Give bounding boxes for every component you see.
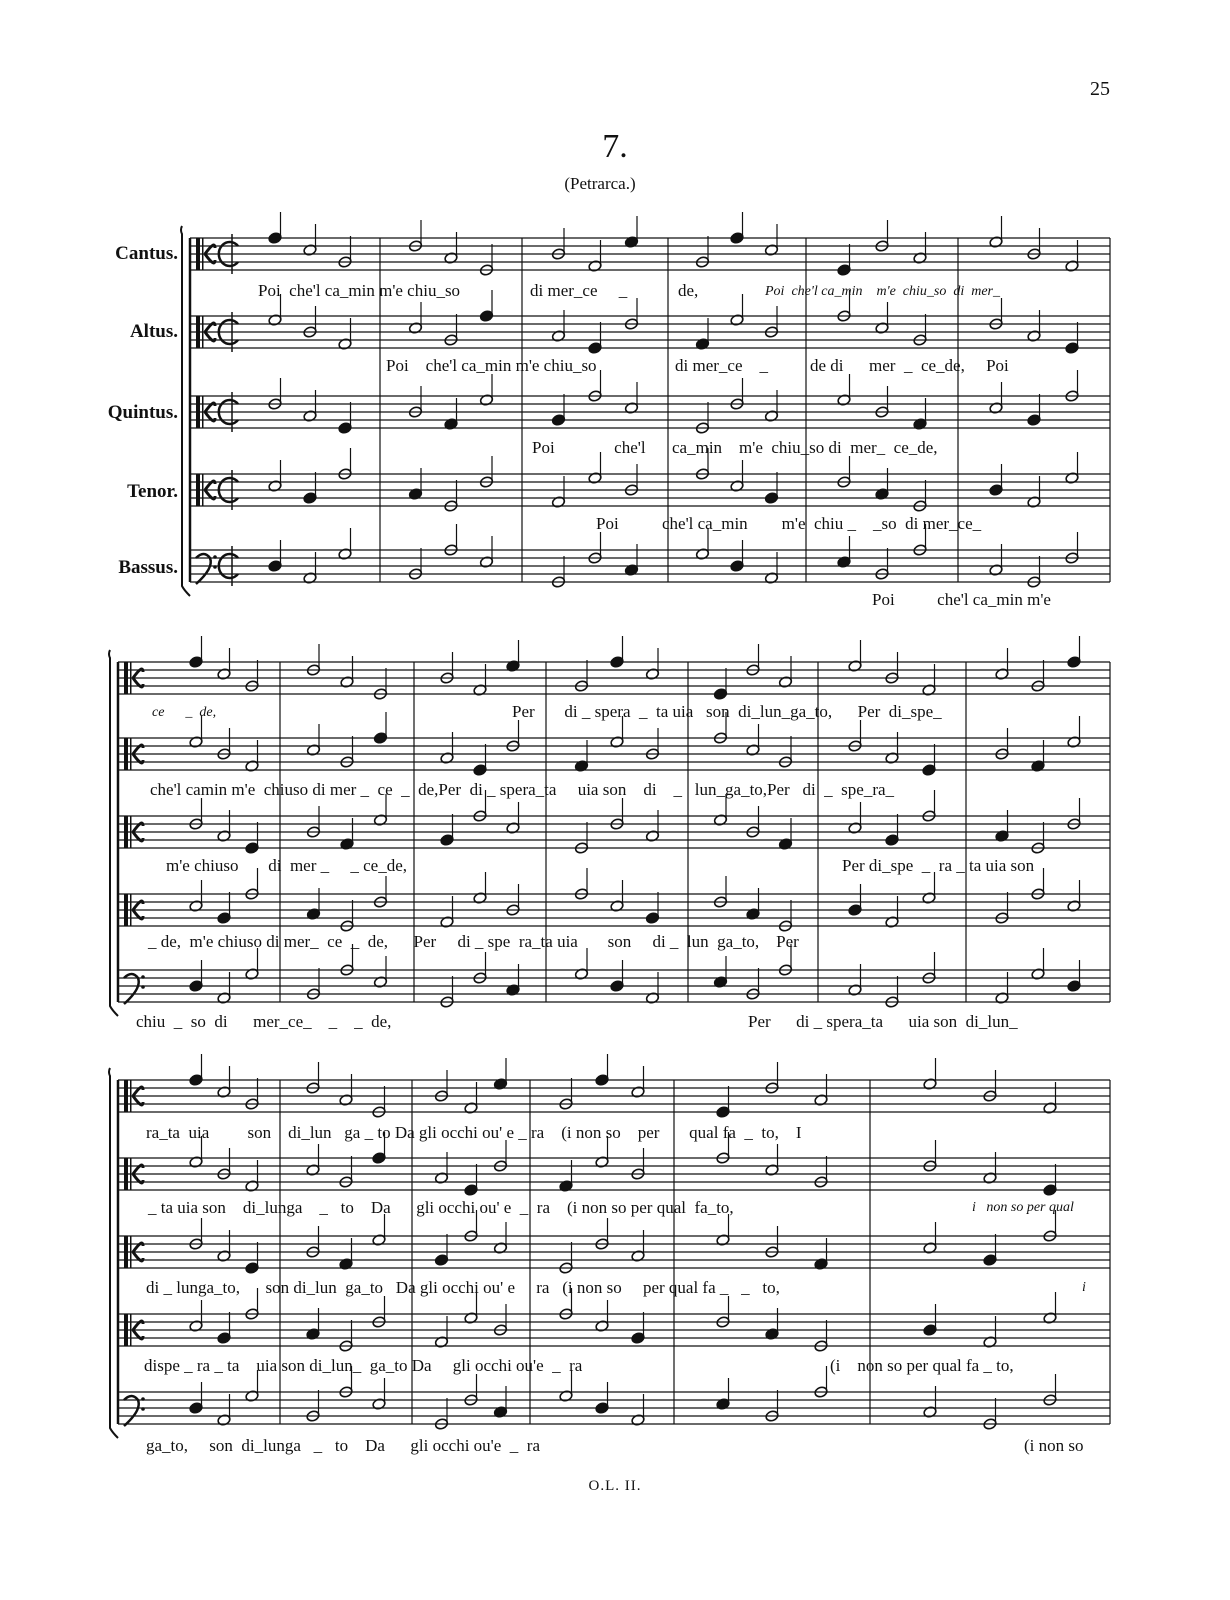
lyric-s1-cantus-a: Poi che'l ca_min m'e chiu_so (258, 281, 461, 300)
c-clef-icon-line (130, 1236, 132, 1268)
c-clef-icon (124, 662, 128, 694)
c-clef-icon-line (130, 738, 132, 770)
lyric-s3-tenor-b: (i non so per qual fa _ to, (830, 1356, 1014, 1375)
lyric-s3-tenor-a: dispe _ ra _ ta uia son di_lun_ ga_to Da gli occhi ou'e _ ra (144, 1356, 583, 1375)
voice-label-tenor: Tenor. (127, 481, 178, 502)
lyric-s1-cantus-b: di mer_ce _ (530, 281, 628, 300)
piece-number: 7. (602, 128, 628, 165)
voice-label-bassus: Bassus. (118, 557, 178, 578)
lyric-s1-altus-c: de di mer _ ce_de, Poi (810, 356, 1009, 375)
lyric-s1-bassus-a: Poi che'l ca_min m'e (872, 590, 1051, 609)
lyric-s2-bassus-a: chiu _ so di mer_ce_ _ _ de, (136, 1012, 392, 1031)
lyric-s2-tenor-a: _ de, m'e chiuso di mer_ ce _ de, Per di _ spe ra_ta uia son di _ lun ga_to, Per (148, 932, 799, 951)
lyric-s2-bassus-b: Per di _ spera_ta uia son di_lun_ (748, 1012, 1018, 1031)
c-clef-icon-line (130, 816, 132, 848)
c-clef-icon (196, 316, 200, 348)
lyric-s3-altus-a: _ ta uia son di_lunga _ to Da gli occhi ou' e _ ra (i non so per qual fa_to, (148, 1198, 734, 1217)
f-clef-dot (141, 1397, 145, 1401)
f-clef-dot (213, 555, 217, 559)
c-clef-icon-line (130, 662, 132, 694)
lyric-s2-quintus-a: m'e chiuso di mer _ _ ce_de, (166, 856, 408, 875)
c-clef-icon-line (202, 396, 204, 428)
lyric-s3-quintus-b: i (1082, 1280, 1086, 1295)
c-clef-icon-line (202, 316, 204, 348)
lyric-s2-cantus-a: ce _ de, (152, 705, 217, 720)
poet-attribution: (Petrarca.) (564, 174, 636, 193)
f-clef-dot (141, 985, 145, 989)
lyric-s1-altus-a: Poi che'l ca_min m'e chiu_so (386, 356, 597, 375)
c-clef-icon-line (130, 1080, 132, 1112)
lyric-s1-cantus-c: de, (678, 281, 699, 300)
lyric-s1-tenor-b: che'l ca_min m'e chiu _ _so di mer_ce_ (662, 514, 982, 533)
c-clef-icon (124, 1158, 128, 1190)
c-clef-icon-line (130, 1158, 132, 1190)
c-clef-icon (124, 1080, 128, 1112)
c-clef-icon (124, 894, 128, 926)
voice-label-cantus: Cantus. (115, 243, 178, 264)
lyric-s3-cantus-a: ra_ta uia son di_lun ga _ to Da gli occhi ou' e _ ra (i non so per qual fa _ to, I (146, 1123, 802, 1142)
c-clef-icon (196, 238, 200, 270)
c-clef-icon (196, 474, 200, 506)
c-clef-icon (124, 816, 128, 848)
lyric-s2-quintus-b: Per di_spe _ ra _ ta uia son (842, 856, 1035, 875)
lyric-s3-quintus-a: di _ lunga_to, son di_lun ga_to Da gli occhi ou' e ra (i non so per qual fa _ _ to, (146, 1278, 785, 1297)
lyric-s1-quintus-a: Poi che'l (532, 438, 646, 457)
system-2-brace (109, 650, 118, 1016)
lyric-s3-altus-b: i non so per qual (972, 1200, 1074, 1215)
system-3-brace (109, 1068, 118, 1438)
footer-signature: O.L. II. (588, 1478, 642, 1494)
page-number: 25 (1090, 78, 1110, 100)
c-clef-icon (124, 1314, 128, 1346)
f-clef-dot (141, 1407, 145, 1411)
lyric-s2-altus-a: che'l camin m'e chiuso di mer _ ce _ de,Per di _ spera_ta uia son di _ lun_ga_to,Per di _ spe_ra_ (150, 780, 895, 799)
lyric-s3-bassus-b: (i non so (1024, 1436, 1084, 1455)
c-clef-icon (124, 1236, 128, 1268)
lyric-s1-tenor-a: Poi (596, 514, 619, 533)
c-clef-icon (196, 396, 200, 428)
c-clef-icon-line (130, 1314, 132, 1346)
c-clef-icon-line (202, 474, 204, 506)
f-clef-dot (141, 975, 145, 979)
c-clef-icon (124, 738, 128, 770)
voice-label-altus: Altus. (129, 321, 178, 342)
system-1-brace (181, 226, 190, 596)
lyric-s1-quintus-b: ca_min m'e chiu_so di mer_ ce_de, (672, 438, 938, 457)
lyric-s3-bassus-a: ga_to, son di_lunga _ to Da gli occhi ou'e _ ra (146, 1436, 540, 1455)
f-clef-dot (213, 565, 217, 569)
c-clef-icon-line (202, 238, 204, 270)
lyric-s2-cantus-b: Per di _ spera _ ta uia son di_lun_ga_to, Per di_spe_ (512, 702, 942, 721)
c-clef-icon-line (130, 894, 132, 926)
voice-label-quintus: Quintus. (107, 402, 178, 423)
lyric-s1-cantus-d: Poi che'l ca_min m'e chiu_so di mer_ (765, 284, 1000, 299)
lyric-s1-altus-b: di mer_ce _ (675, 356, 768, 375)
